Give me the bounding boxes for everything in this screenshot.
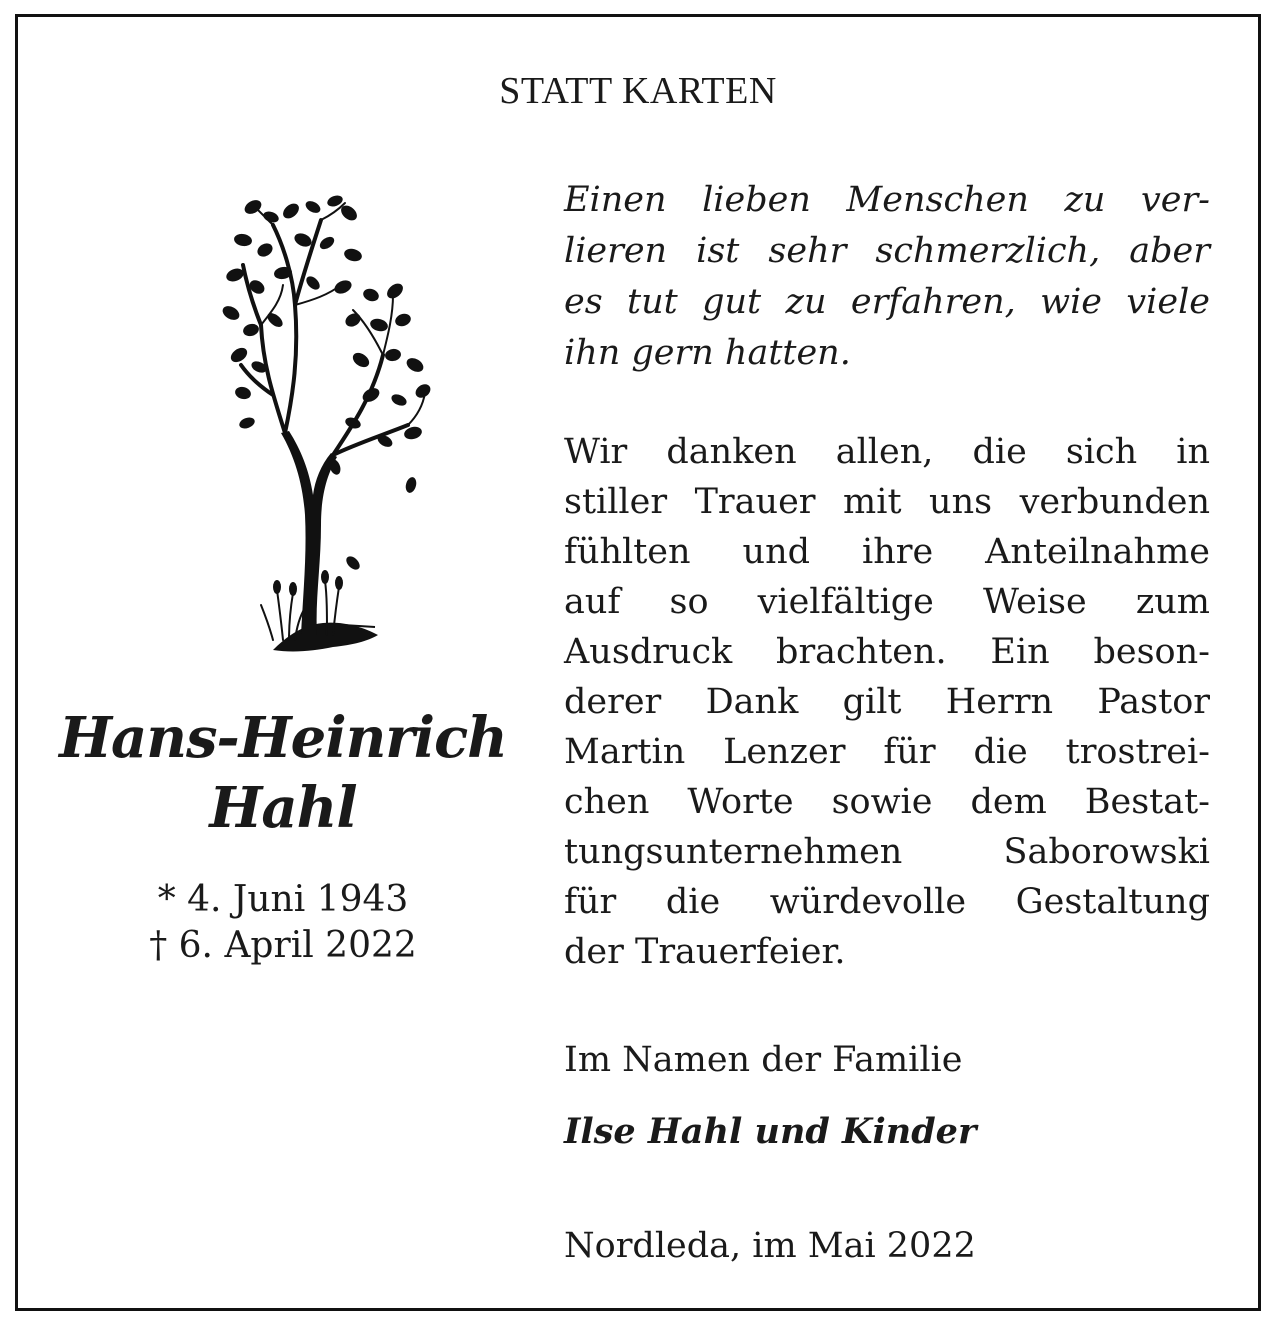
thanks-line: der Trauerfeier. <box>564 932 846 972</box>
notice-header: STATT KARTEN <box>499 70 777 112</box>
quote-line: es tut gut zu erfahren, wie viele <box>564 282 1210 322</box>
thanks-line: derer Dank gilt Herrn Pastor <box>564 682 1210 722</box>
thanks-line: chen Worte sowie dem Bestat- <box>564 782 1210 822</box>
quote-paragraph <box>564 175 1210 379</box>
birth-date: * 4. Juni 1943 <box>157 879 409 920</box>
quote-line: Einen lieben Menschen zu ver- <box>564 180 1210 220</box>
thanks-line: tungsunternehmen Saborowski <box>564 832 1210 872</box>
signers: Ilse Hahl und Kinder <box>564 1111 977 1152</box>
thanks-line: fühlten und ihre Anteilnahme <box>564 532 1210 572</box>
deceased-surname: Hahl <box>209 775 357 841</box>
thanks-line: für die würdevolle Gestaltung <box>564 882 1210 922</box>
deceased-first-names: Hans-Heinrich <box>59 705 507 771</box>
place-date: Nordleda, im Mai 2022 <box>564 1226 976 1266</box>
quote-line: lieren ist sehr schmerzlich, aber <box>564 231 1210 271</box>
obituary-notice <box>15 14 1261 1311</box>
death-date: † 6. April 2022 <box>149 925 417 966</box>
thanks-line: stiller Trauer mit uns verbunden <box>564 482 1210 522</box>
thanks-line: auf so vielfältige Weise zum <box>564 582 1210 622</box>
thanks-line: Wir danken allen, die sich in <box>564 432 1210 472</box>
thanks-line: Martin Lenzer für die trostrei- <box>564 732 1210 772</box>
family-line: Im Namen der Familie <box>564 1040 963 1080</box>
tree-silhouette-icon <box>203 195 433 665</box>
quote-line: ihn gern hatten. <box>564 333 851 373</box>
thanks-line: Ausdruck brachten. Ein beson- <box>564 632 1210 672</box>
thanks-paragraph <box>564 427 1210 977</box>
